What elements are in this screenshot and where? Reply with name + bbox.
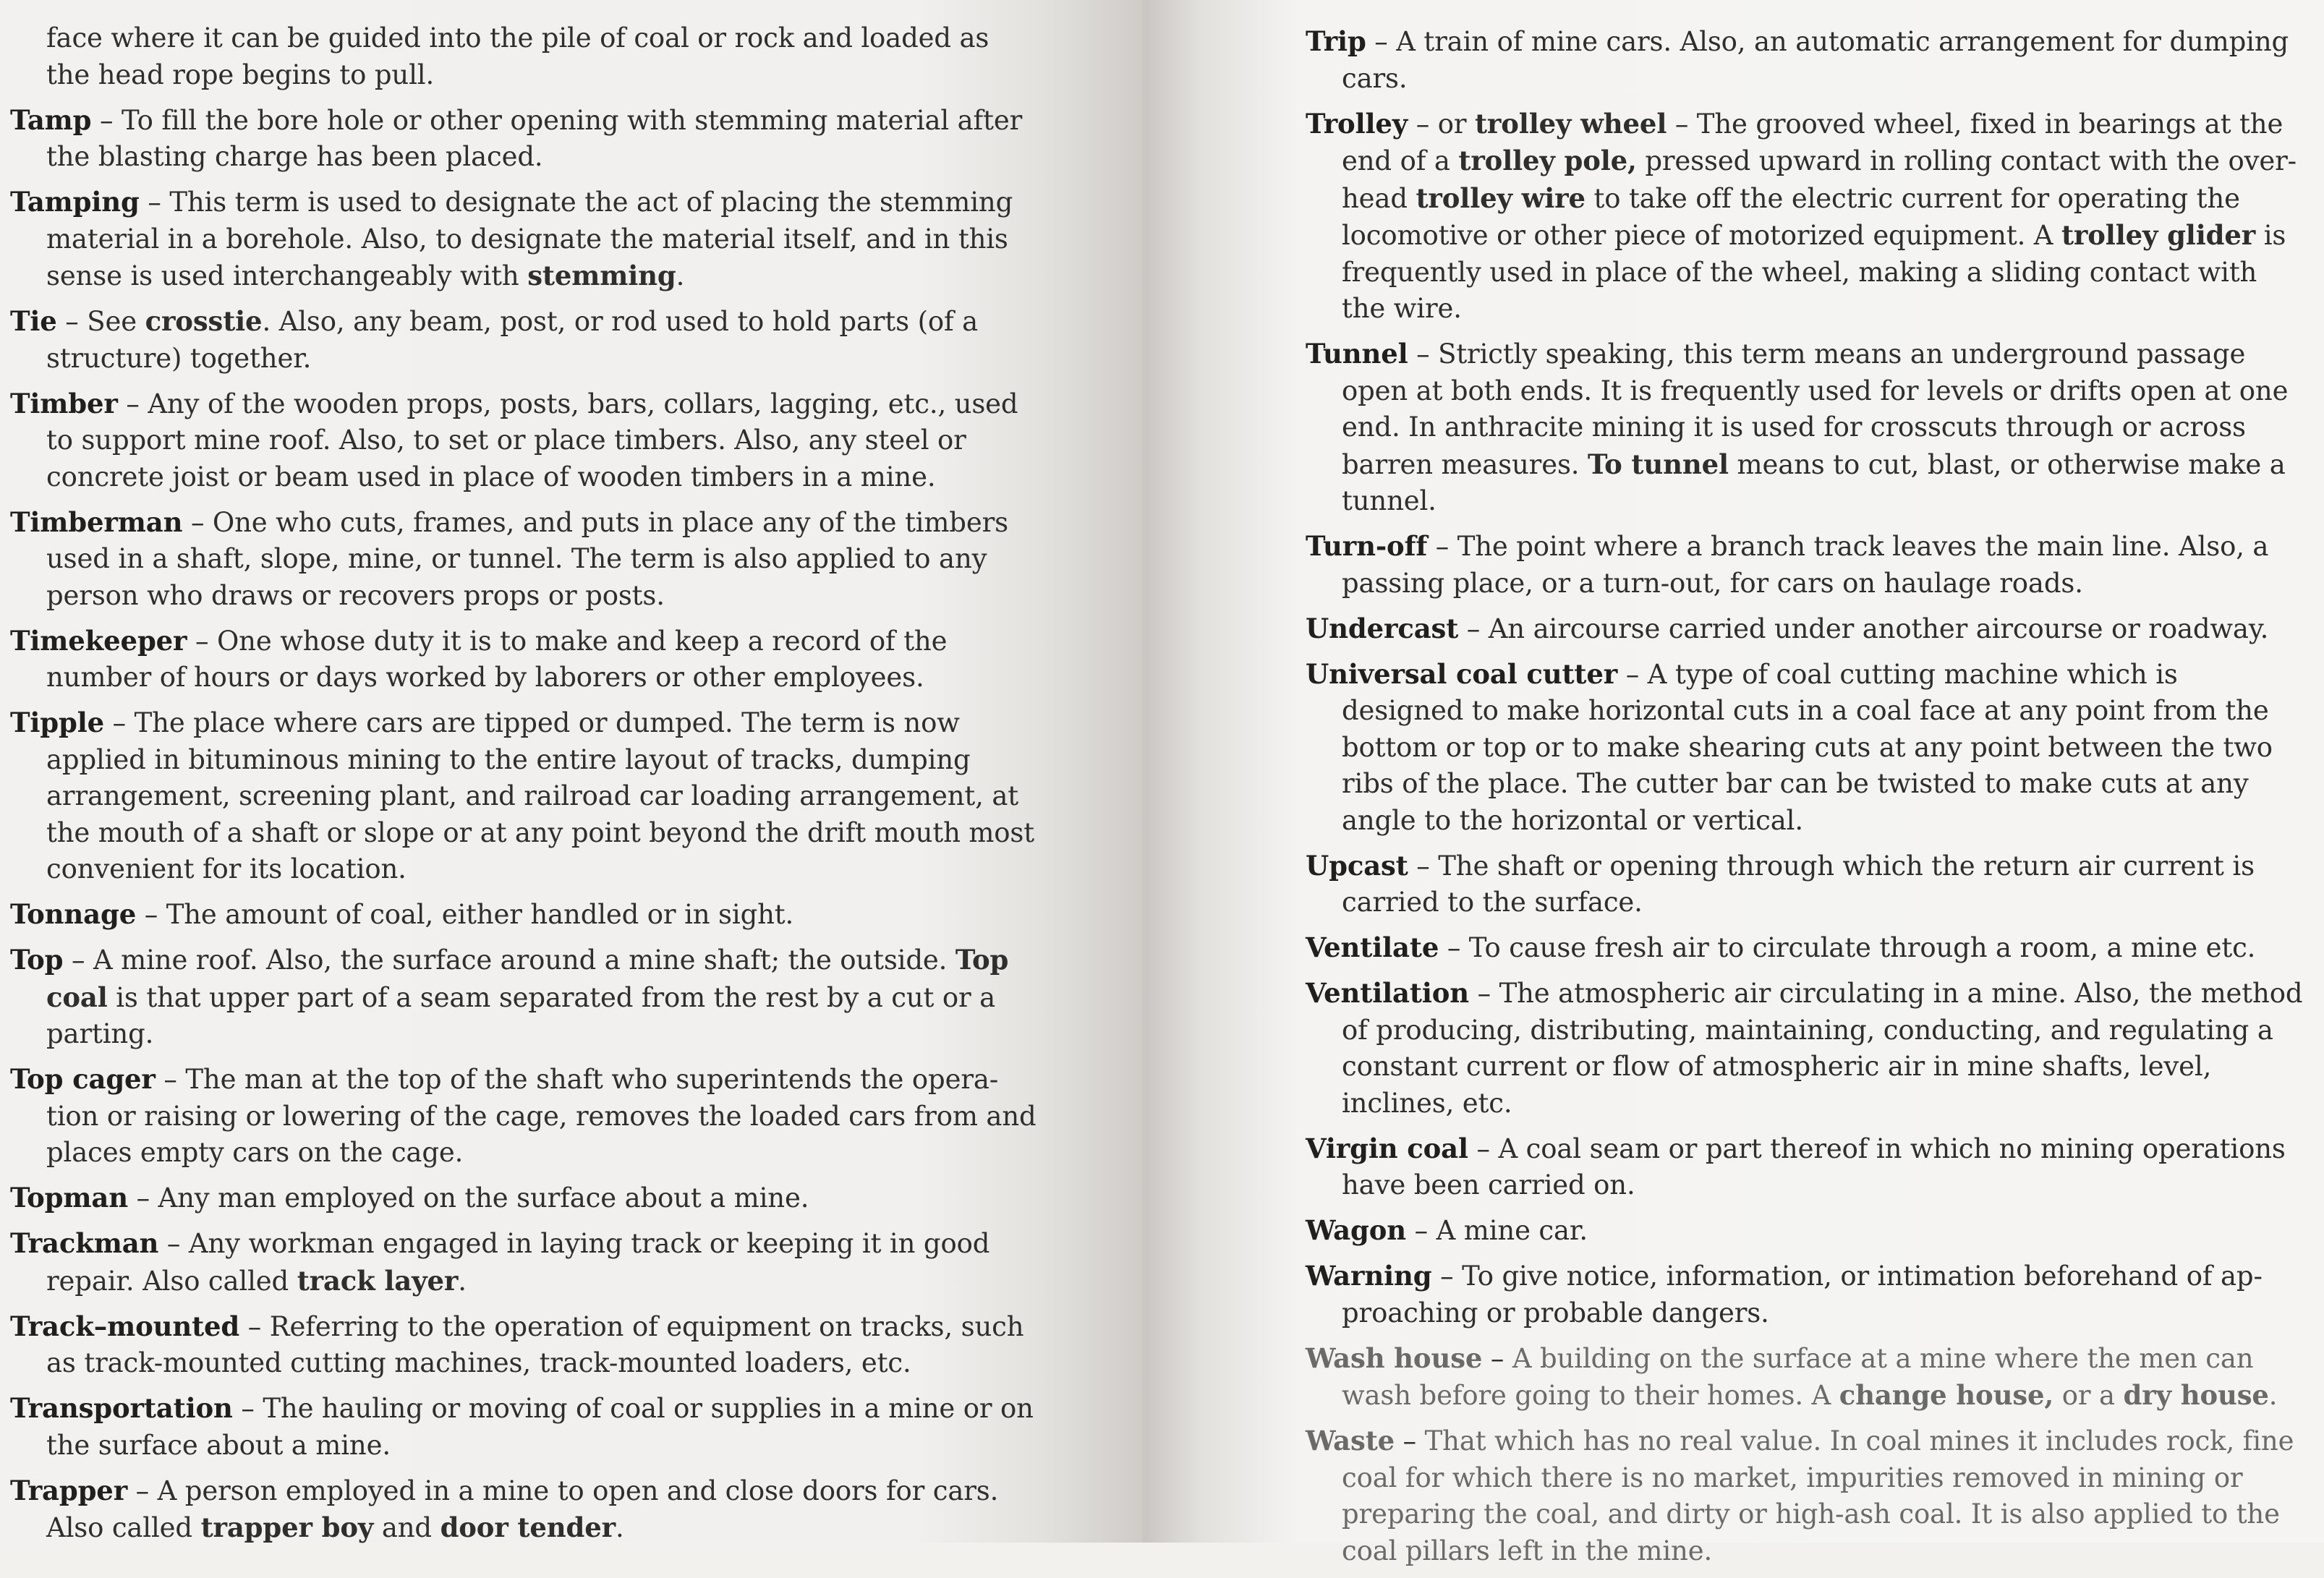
- term: Undercast: [1306, 612, 1459, 644]
- definition: The man at the top of the shaft who superintends the opera-tion or raising or lowering of the cage, removes the loaded cars from and places empty cars on the cage.: [46, 1064, 1037, 1168]
- cross-reference: trolley glider: [2061, 219, 2256, 251]
- term: Topman: [10, 1182, 128, 1214]
- right-entries: [1143, 0, 2304, 1578]
- definition-text: See: [87, 306, 145, 337]
- definition-text: . Also, any beam, post, or rod used to hold parts (of a structure) together.: [46, 306, 979, 374]
- cross-reference: change house,: [1839, 1379, 2054, 1411]
- term: Universal coal cutter: [1306, 657, 1618, 690]
- definition-text: is frequently used in place of the wheel, making a sliding contact with the wire.: [1342, 220, 2286, 324]
- definition: The place where cars are tipped or dumped. The term is now applied in bituminous mining to the entire layout of tracks, dumping arrangement, screening plant, and railroad car loading arrangement, at the mouth of a shaft or slope or at any point beyond the drift mouth most convenient for its location.: [46, 707, 1034, 884]
- entry-trolley: Trolley – or trolley wheel – The grooved wheel, fixed in bearings at the end of a trolley pole, pressed upward in rolling contact with the over-head trolley wire to take off the electric current for operating the locomotive or other piece of motorized equipment. A trolley glider is frequently used in place of the wheel, making a sliding contact with the wire.: [1306, 107, 2297, 324]
- term: Tamp: [10, 103, 92, 136]
- term: Wagon: [1306, 1214, 1407, 1246]
- term: Tunnel: [1306, 338, 1408, 370]
- term: Timekeeper: [10, 624, 187, 657]
- entry-transportation: Transportation – The hauling or moving of coal or supplies in a mine or on the surface about a mine.: [10, 1392, 1034, 1461]
- definition-text: means to cut, blast, or otherwise make a tunnel.: [1342, 448, 2286, 516]
- definition-text: – The grooved wheel, fixed in bearings at the end of a: [1342, 108, 2283, 176]
- term: Track–mounted: [10, 1310, 240, 1342]
- entry-ventilate: Ventilate – To cause fresh air to circulate through a room, a mine etc.: [1306, 931, 2256, 963]
- cross-reference: door tender: [440, 1511, 616, 1543]
- term: Wash house: [1306, 1342, 1483, 1374]
- definition: To fill the bore hole or other opening with stemming material after the blasting charge has been placed.: [46, 104, 1023, 172]
- entry-tamp: Tamp – To fill the bore hole or other opening with stemming material after the blasting charge has been placed.: [10, 103, 1023, 172]
- cross-reference: stemming: [527, 260, 676, 291]
- term: Warning: [1306, 1260, 1432, 1292]
- term: Virgin coal: [1306, 1132, 1468, 1164]
- term: Top cager: [10, 1063, 156, 1095]
- entry-topman: Topman – Any man employed on the surface about a mine.: [10, 1182, 809, 1214]
- entry-top: Top – A mine roof. Also, the surface around a mine shaft; the outside. Top coal is that upper part of a seam separated from the rest by a cut or a parting.: [10, 944, 1009, 1049]
- left-entries: [0, 0, 1037, 1555]
- term: Transportation: [10, 1392, 233, 1424]
- definition: Referring to the operation of equipment on tracks, such as track-mounted cutting machines, track-mounted loaders, etc.: [46, 1310, 1024, 1378]
- cross-reference: trapper boy: [200, 1511, 374, 1543]
- right-page: [1143, 0, 2324, 1566]
- term: Tonnage: [10, 898, 137, 930]
- entry-warning: Warning – To give notice, information, or intimation beforehand of ap-proaching or probable dangers.: [1306, 1260, 2263, 1328]
- cross-reference: trolley pole,: [1458, 145, 1637, 176]
- entry-ventilation: Ventilation – The atmospheric air circulating in a mine. Also, the method of producing, distributing, maintaining, conducting, and regulating a constant current or flow of atmospheric air in mine shafts, level, inclines, etc.: [1306, 977, 2303, 1119]
- definition: [46, 1475, 998, 1544]
- definition: [46, 1228, 989, 1297]
- entry-waste: Waste – That which has no real value. In coal mines it includes rock, fine coal for which there is no market, impurities removed in mining or preparing the coal, and dirty or high-ash coal. It is also applied to the coal pillars left in the mine.: [1306, 1425, 2294, 1566]
- definition-text: This term is used to designate the act of placing the stemming material in a borehole. Also, to designate the material itself, and in this sense is used interchangeably with: [46, 187, 1013, 291]
- definition-text: Any workman engaged in laying track or keeping it in good repair. Also called: [46, 1228, 990, 1297]
- cross-reference: To tunnel: [1588, 448, 1729, 480]
- cross-reference: Top coal: [46, 944, 1009, 1013]
- definition: [1342, 108, 2297, 325]
- definition-text: to take off the electric current for operating the locomotive or other piece of motorized equipment. A: [1342, 182, 2240, 251]
- entry-trapper: Trapper – A person employed in a mine to open and close doors for cars. Also called trapper boy and door tender.: [10, 1474, 999, 1543]
- definition: [1342, 338, 2288, 516]
- definition: A mine car.: [1436, 1215, 1588, 1246]
- definition-text: Strictly speaking, this term means an underground passage open at both ends. It is frequently used for levels or drifts open at one end. In anthracite mining it is used for crosscuts through or across barren measures.: [1342, 338, 2289, 480]
- entry-virgin-coal: Virgin coal – A coal seam or part thereof in which no mining operations have been carried on.: [1306, 1132, 2286, 1200]
- term: Timberman: [10, 506, 183, 538]
- definition: [46, 944, 1008, 1049]
- definition-text: A person employed in a mine to open and close doors for cars. Also called: [46, 1475, 999, 1543]
- definition: A type of coal cutting machine which is designed to make horizontal cuts in a coal face at any point from the bottom or top or to make shearing cuts at any point between the two ribs of the place. The cutter bar can be twisted to make cuts at any angle to the horizontal or vertical.: [1342, 658, 2273, 836]
- definition-text: .: [2268, 1380, 2278, 1411]
- term: Turn-off: [1306, 530, 1428, 562]
- entry-wagon: Wagon – A mine car.: [1306, 1214, 1588, 1246]
- term: Trolley: [1306, 107, 1408, 140]
- entry-trackman: Trackman – Any workman engaged in laying track or keeping it in good repair. Also called track layer.: [10, 1227, 990, 1297]
- term: Timber: [10, 387, 118, 419]
- definition: The point where a branch track leaves the main line. Also, a passing place, or a turn-out, for cars on haulage roads.: [1342, 531, 2269, 599]
- definition-text: is that upper part of a seam separated from the rest by a cut or a parting.: [46, 981, 996, 1049]
- entry-undercast: Undercast – An aircourse carried under another aircourse or roadway.: [1306, 612, 2269, 644]
- entry-tipple: Tipple – The place where cars are tipped or dumped. The term is now applied in bituminous mining to the entire layout of tracks, dumping arrangement, screening plant, and railroad car loading arrangement, at the mouth of a shaft or slope or at any point beyond the drift mouth most convenient for its location.: [10, 707, 1034, 884]
- term: Tamping: [10, 186, 140, 218]
- entry-timber: Timber – Any of the wooden props, posts, bars, collars, lagging, etc., used to support mine roof. Also, to set or place timbers. Also, any steel or concrete joist or beam used in place of wooden timbers in a mine.: [10, 387, 1018, 492]
- entry-track-mounted: Track–mounted – Referring to the operation of equipment on tracks, such as track-mounted cutting machines, track-mounted loaders, etc.: [10, 1310, 1024, 1378]
- entry-tonnage: Tonnage – The amount of coal, either handled or in sight.: [10, 898, 794, 930]
- definition-text: and: [373, 1512, 440, 1543]
- definition: That which has no real value. In coal mines it includes rock, fine coal for which there is no market, impurities removed in mining or preparing the coal, and dirty or high-ash coal. It is also applied to the coal pillars left in the mine.: [1342, 1425, 2294, 1566]
- definition: To give notice, information, or intimation beforehand of ap-proaching or probable dangers.: [1342, 1261, 2263, 1328]
- definition-text: A building on the surface at a mine where the men can wash before going to their homes. A: [1342, 1342, 2254, 1411]
- term: Upcast: [1306, 849, 1408, 882]
- definition: One whose duty it is to make and keep a record of the number of hours or days worked by laborers or other employees.: [46, 625, 948, 693]
- definition: A coal seam or part thereof in which no mining operations have been carried on.: [1342, 1133, 2286, 1200]
- entry-tamping: Tamping – This term is used to designate the act of placing the stemming material in a borehole. Also, to designate the material itself, and in this sense is used interchangeably with stemming.: [10, 186, 1013, 291]
- definition-text: .: [676, 260, 685, 291]
- term: Ventilation: [1306, 977, 1470, 1009]
- definition-text: .: [615, 1512, 624, 1543]
- definition: To cause fresh air to circulate through a room, a mine etc.: [1468, 932, 2256, 963]
- entry-wash-house: Wash house – A building on the surface at a mine where the men can wash before going to their homes. A change house, or a dry house.: [1306, 1342, 2278, 1411]
- cross-reference: dry house: [2123, 1379, 2269, 1411]
- definition: face where it can be guided into the pile of coal or rock and loaded as the head rope begins to pull.: [46, 22, 989, 90]
- definition: Any man employed on the surface about a mine.: [158, 1182, 809, 1214]
- definition-text: pressed upward in rolling contact with the over-head: [1342, 145, 2297, 214]
- continuation-text: [10, 20, 1037, 93]
- definition: The atmospheric air circulating in a mine. Also, the method of producing, distributing, maintaining, conducting, and regulating a constant current or flow of atmospheric air in mine shafts, level, inclines, etc.: [1342, 978, 2303, 1119]
- term: Ventilate: [1306, 931, 1439, 963]
- definition-text: A mine roof. Also, the surface around a mine shaft; the outside.: [93, 944, 955, 976]
- term: Trip: [1306, 25, 1366, 57]
- cross-reference: crosstie: [145, 305, 263, 337]
- term: Tipple: [10, 707, 105, 738]
- definition-text: .: [458, 1265, 467, 1297]
- definition: The shaft or opening through which the return air current is carried to the surface.: [1342, 850, 2255, 918]
- entry-top-cager: Top cager – The man at the top of the shaft who superintends the opera-tion or raising or lowering of the cage, removes the loaded cars from and places empty cars on the cage.: [10, 1063, 1037, 1168]
- definition-text: or: [1437, 108, 1475, 140]
- entry-upcast: Upcast – The shaft or opening through which the return air current is carried to the surface.: [1306, 849, 2255, 918]
- definition: Any of the wooden props, posts, bars, collars, lagging, etc., used to support mine roof. Also, to set or place timbers. Also, any steel or concrete joist or beam used in place of wooden timbers in a mine.: [46, 388, 1018, 492]
- term: Top: [10, 944, 64, 976]
- entry-timekeeper: Timekeeper – One whose duty it is to make and keep a record of the number of hours or days worked by laborers or other employees.: [10, 624, 948, 693]
- definition: [46, 187, 1013, 291]
- definition: The hauling or moving of coal or supplies in a mine or on the surface about a mine.: [46, 1393, 1034, 1461]
- cross-reference: track layer: [297, 1264, 459, 1297]
- term: Waste: [1306, 1425, 1395, 1457]
- definition-text: or a: [2053, 1380, 2124, 1411]
- definition: One who cuts, frames, and puts in place any of the timbers used in a shaft, slope, mine, or tunnel. The term is also applied to any person who draws or recovers props or posts.: [46, 506, 1008, 611]
- entry-tie: Tie – See crosstie. Also, any beam, post, or rod used to hold parts (of a structure) together.: [10, 305, 979, 374]
- cross-reference: trolley wheel: [1474, 107, 1667, 140]
- definition: A train of mine cars. Also, an automatic arrangement for dumping cars.: [1342, 26, 2289, 94]
- definition: An aircourse carried under another aircourse or roadway.: [1488, 613, 2269, 644]
- definition: The amount of coal, either handled or in sight.: [166, 899, 794, 930]
- entry-turn-off: Turn-off – The point where a branch track leaves the main line. Also, a passing place, or a turn-out, for cars on haulage roads.: [1306, 530, 2269, 599]
- entry-timberman: Timberman – One who cuts, frames, and puts in place any of the timbers used in a shaft, slope, mine, or tunnel. The term is also applied to any person who draws or recovers props or posts.: [10, 506, 1008, 611]
- term: Trackman: [10, 1227, 159, 1259]
- entry-universal-coal-cutter: Universal coal cutter – A type of coal cutting machine which is designed to make horizontal cuts in a coal face at any point from the bottom or top or to make shearing cuts at any point between the two ribs of the place. The cutter bar can be twisted to make cuts at any angle to the horizontal or vertical.: [1306, 657, 2273, 836]
- cross-reference: trolley wire: [1416, 182, 1585, 214]
- term: Tie: [10, 305, 57, 337]
- left-page: [0, 0, 1143, 1543]
- term: Trapper: [10, 1474, 128, 1506]
- definition: [1342, 1343, 2277, 1412]
- definition: [46, 306, 978, 374]
- entry-trip: Trip – A train of mine cars. Also, an automatic arrangement for dumping cars.: [1306, 25, 2289, 94]
- entry-tunnel: Tunnel – Strictly speaking, this term means an underground passage open at both ends. It is frequently used for levels or drifts open at one end. In anthracite mining it is used for crosscuts through or across barren measures. To tunnel means to cut, blast, or otherwise make a tunnel.: [1306, 338, 2289, 516]
